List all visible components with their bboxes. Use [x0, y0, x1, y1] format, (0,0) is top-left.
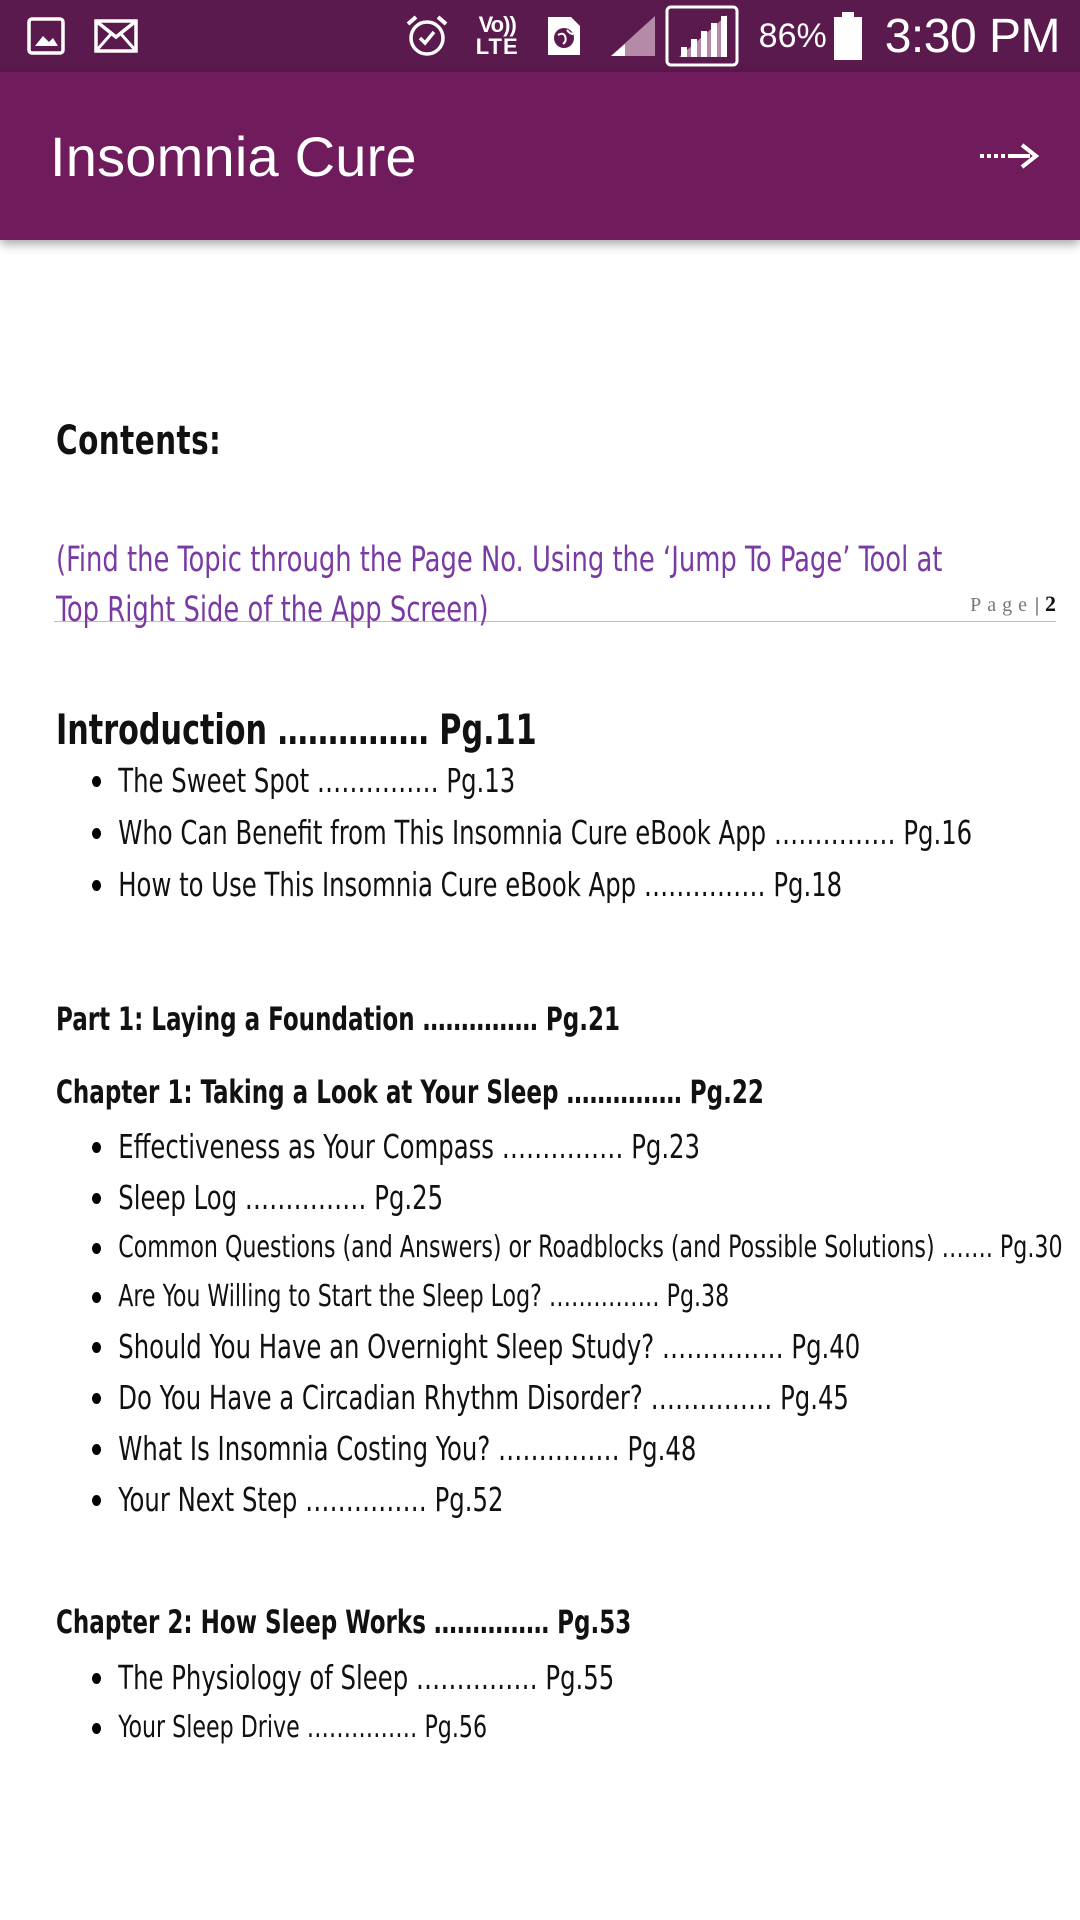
status-right: [378, 5, 1060, 67]
toc-list-chapter1: [92, 1121, 1080, 1525]
page-separator: |: [1034, 594, 1039, 616]
toc-heading-chapter1: Chapter 1: Taking a Look at Your Sleep …………… Pg.22: [56, 1073, 764, 1111]
volte-bottom-text: LTE: [475, 34, 519, 59]
list-item: Your Next Step …………… Pg.52: [92, 1474, 1063, 1525]
list-item: The Physiology of Sleep …………… Pg.55: [92, 1653, 614, 1703]
jump-to-page-button[interactable]: [978, 141, 1040, 171]
page-number-value: 2: [1045, 591, 1056, 616]
toc-list-introduction: [92, 755, 1080, 911]
document-page[interactable]: [0, 240, 1080, 1920]
list-item: Should You Have an Overnight Sleep Study? …………… Pg.40: [92, 1321, 1063, 1372]
list-item: Your Sleep Drive …………… Pg.56: [92, 1703, 614, 1753]
jump-hint-text: (Find the Topic through the Page No. Using the ‘Jump To Page’ Tool at Top Right Side of the App Screen): [56, 540, 943, 630]
list-item: How to Use This Insomnia Cure eBook App …………… Pg.18: [92, 859, 972, 911]
list-item: Sleep Log …………… Pg.25: [92, 1172, 1063, 1223]
mail-icon: [94, 19, 138, 53]
gallery-icon: [26, 16, 66, 56]
alarm-icon: [404, 13, 450, 59]
status-bar: [0, 0, 1080, 72]
app-bar: [0, 72, 1080, 240]
battery-icon: [833, 11, 863, 61]
list-item: Do You Have a Circadian Rhythm Disorder? …………… Pg.45: [92, 1372, 1063, 1423]
toc-heading-part1: Part 1: Laying a Foundation …………… Pg.21: [56, 1000, 620, 1038]
list-item: What Is Insomnia Costing You? …………… Pg.48: [92, 1423, 1063, 1474]
list-item: Effectiveness as Your Compass …………… Pg.23: [92, 1121, 1063, 1172]
list-item: Are You Willing to Start the Sleep Log? …………… Pg.38: [92, 1272, 1063, 1321]
volte-icon: [476, 14, 519, 58]
toc-list-chapter2: [92, 1653, 729, 1753]
contents-title: Contents:: [56, 418, 222, 464]
list-item: Common Questions (and Answers) or Roadblocks (and Possible Solutions) ……. Pg.30: [92, 1223, 1063, 1272]
signal-icon: [609, 14, 657, 58]
document-globe-icon: [545, 14, 583, 58]
list-item: Who Can Benefit from This Insomnia Cure eBook App …………… Pg.16: [92, 807, 972, 859]
volte-top-text: Vo)): [478, 12, 516, 37]
toc-heading-introduction: Introduction …………… Pg.11: [56, 705, 537, 754]
jump-to-page-arrow-icon: [978, 141, 1040, 171]
battery-percent: 86%: [758, 16, 827, 55]
status-left: [26, 16, 166, 56]
signal-boxed-icon: [665, 5, 739, 67]
clock: 3:30 PM: [884, 9, 1060, 63]
toc-heading-chapter2: Chapter 2: How Sleep Works …………… Pg.53: [56, 1603, 632, 1641]
list-item: The Sweet Spot …………… Pg.13: [92, 755, 972, 807]
app-title: Insomnia Cure: [50, 124, 417, 188]
page-label: Page: [970, 594, 1033, 616]
